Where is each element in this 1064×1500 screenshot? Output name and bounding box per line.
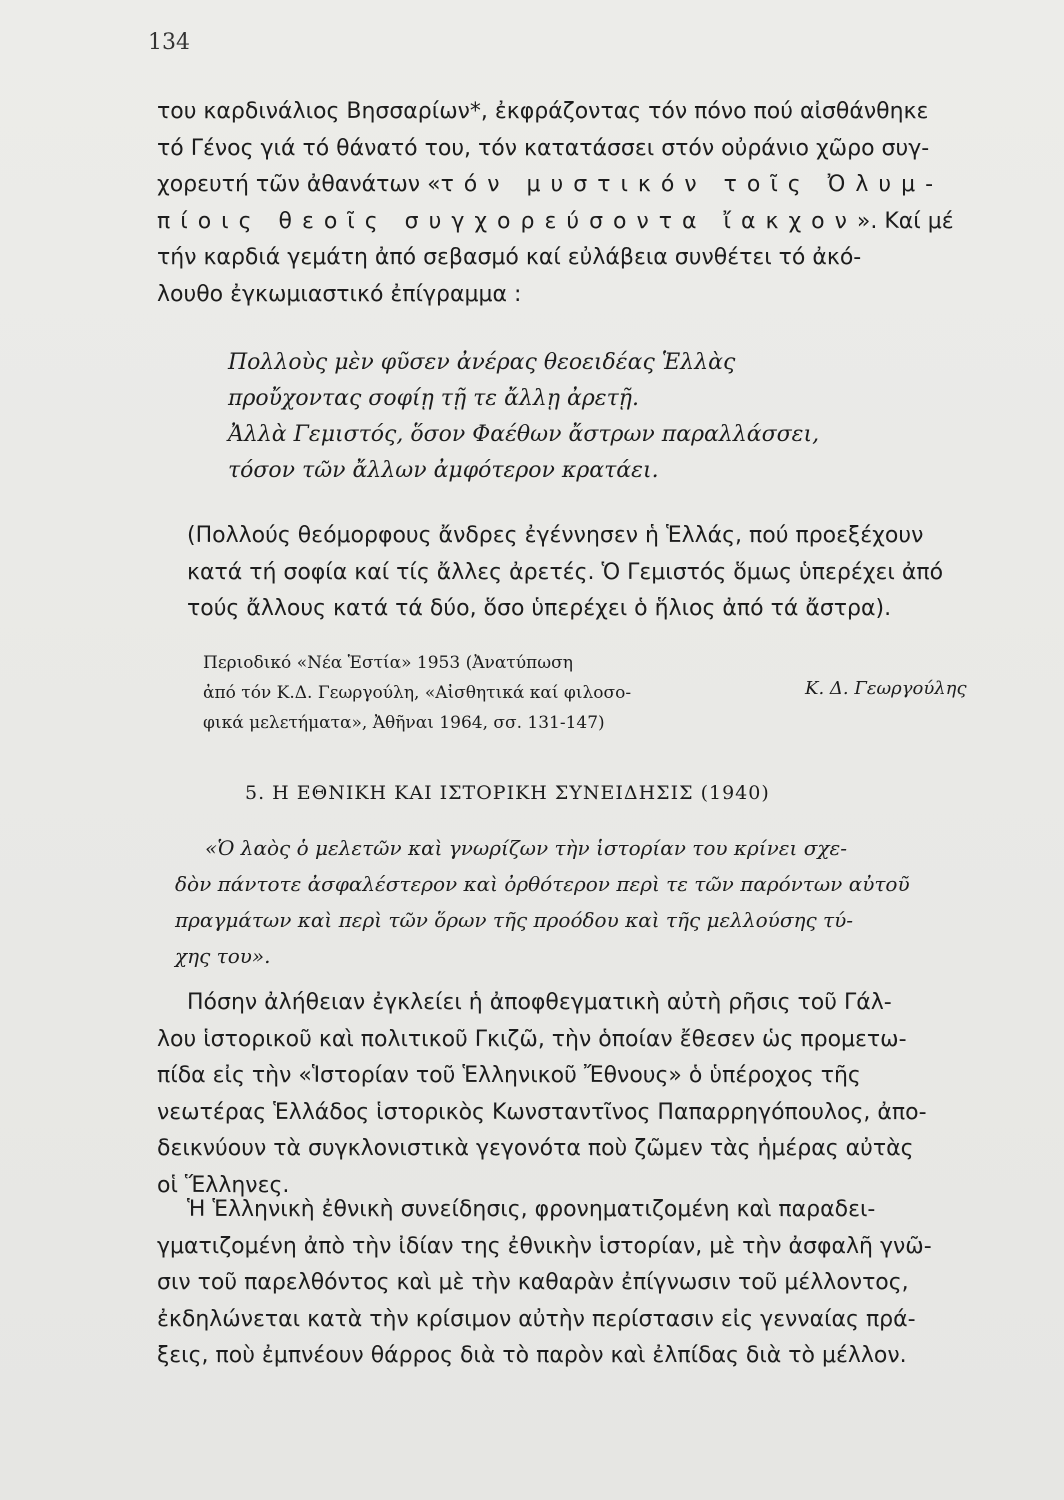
epigraph-quote: [175, 830, 1005, 974]
text-line: σιν τοῦ παρελθόντος καὶ μὲ τὴν καθαρὰν ἐπίγνωσιν τοῦ μέλλοντος,: [157, 1270, 909, 1295]
quote-line: χης του».: [175, 944, 271, 968]
page-number: 134: [148, 30, 190, 55]
text-line: τό Γένος γιά τό θάνατό του, τόν κατατάσσει στόν οὐράνιο χῶρο συγ-: [157, 135, 930, 161]
epigram-line: Ἀλλὰ Γεμιστός, ὅσον Φαέθων ἄστρων παραλλάσσει,: [228, 422, 820, 447]
text-line: νεωτέρας Ἑλλάδος ἱστορικὸς Κωνσταντῖνος Παπαρρηγόπουλος, ἀπο-: [157, 1099, 927, 1125]
text-line: τήν καρδιά γεμάτη ἀπό σεβασμό καί εὐλάβεια συνθέτει τό ἀκό-: [157, 245, 862, 270]
epigram-line: τόσον τῶν ἄλλων ἀμφότερον κρατάει.: [228, 458, 659, 483]
text-line: Πόσην ἀλήθειαν ἐγκλείει ἡ ἀποφθεγματικὴ αὐτὴ ρῆσις τοῦ Γάλ-: [187, 990, 892, 1015]
epigram-line: προὔχοντας σοφίῃ τῇ τε ἄλλῃ ἀρετῇ.: [228, 386, 639, 411]
paragraph-truth: [157, 985, 1005, 1204]
text-line: γματιζομένη ἀπὸ τὴν ἰδίαν της ἐθνικὴν ἱστορίαν, μὲ τὴν ἀσφαλῆ γνῶ-: [157, 1233, 932, 1259]
citation-line: ἀπό τόν Κ.Δ. Γεωργούλη, «Αἰσθητικά καί φιλοσο-: [203, 683, 632, 703]
text-line: λουθο ἐγκωμιαστικό ἐπίγραμμα :: [157, 281, 522, 307]
epigram-line: Πολλοὺς μὲν φῦσεν ἀνέρας θεοειδέας Ἑλλὰς: [228, 350, 736, 375]
text-line: ἐκδηλώνεται κατὰ τὴν κρίσιμον αὐτὴν περίστασιν εἰς γενναίας πρά-: [157, 1306, 916, 1332]
paragraph-intro: [157, 94, 1005, 313]
quote-line: πραγμάτων καὶ περὶ τῶν ὅρων τῆς προόδου καὶ τῆς μελλούσης τύ-: [175, 908, 853, 932]
text-line: χορευτή τῶν ἀθανάτων «τόν μυστικόν τοῖς Ὀλυμ-: [157, 172, 944, 197]
text-line: (Πολλούς θεόμορφους ἄνδρες ἐγέννησεν ἡ Ἑλλάς, πού προεξέχουν: [187, 523, 924, 548]
text-line: του καρδινάλιος Βησσαρίων*, ἐκφράζοντας τόν πόνο πού αἰσθάνθηκε: [157, 99, 929, 124]
text-line: οἱ Ἕλληνες.: [157, 1172, 290, 1198]
spaced-quote-part-b: πίοις θεοῖς συγχορεύσοντα ἴακχον: [157, 208, 857, 234]
paragraph-national-conscience: [157, 1192, 1005, 1375]
text-line: ξεις, ποὺ ἐμπνέουν θάρρος διὰ τὸ παρὸν καὶ ἐλπίδας διὰ τὸ μέλλον.: [157, 1343, 907, 1368]
spaced-quote-part-a: τόν μυστικόν τοῖς Ὀλυμ-: [440, 172, 944, 197]
epigram: [228, 345, 819, 489]
citation-line: φικά μελετήματα», Ἀθῆναι 1964, σσ. 131-147): [203, 713, 605, 733]
text-line: κατά τή σοφία καί τίς ἄλλες ἀρετές. Ὁ Γεμιστός ὅμως ὑπερέχει ἀπό: [187, 559, 944, 585]
section-heading: 5. Η ΕΘΝΙΚΗ ΚΑΙ ΙΣΤΟΡΙΚΗ ΣΥΝΕΙΔΗΣΙΣ (1940): [245, 782, 770, 804]
quote-line: δὸν πάντοτε ἀσφαλέστερον καὶ ὀρθότερον περὶ τε τῶν παρόντων αὐτοῦ: [175, 872, 910, 896]
citation-line: Περιοδικό «Νέα Ἑστία» 1953 (Ἀνατύπωση: [203, 653, 573, 673]
text-line: δεικνύουν τὰ συγκλονιστικὰ γεγονότα ποὺ ζῶμεν τὰς ἡμέρας αὐτὰς: [157, 1136, 914, 1161]
text-line: πίδα εἰς τὴν «Ἱστορίαν τοῦ Ἑλληνικοῦ Ἔθνους» ὁ ὑπέροχος τῆς: [157, 1063, 861, 1088]
paragraph-translation: [157, 518, 1045, 628]
text-line: λου ἱστορικοῦ καὶ πολιτικοῦ Γκιζῶ, τὴν ὁποίαν ἔθεσεν ὡς προμετω-: [157, 1026, 907, 1052]
text-line: Ἡ Ἑλληνικὴ ἐθνικὴ συνείδησις, φρονηματιζομένη καὶ παραδει-: [187, 1197, 876, 1222]
text-line: πίοις θεοῖς συγχορεύσοντα ἴακχον». Καί μέ: [157, 208, 954, 234]
quote-line: «Ὁ λαὸς ὁ μελετῶν καὶ γνωρίζων τὴν ἱστορίαν του κρίνει σχε-: [205, 836, 847, 860]
text-line: τούς ἄλλους κατά τά δύο, ὅσο ὑπερέχει ὁ ἥλιος ἀπό τά ἄστρα).: [187, 596, 892, 621]
author-name: Κ. Δ. Γεωργούλης: [805, 678, 967, 699]
